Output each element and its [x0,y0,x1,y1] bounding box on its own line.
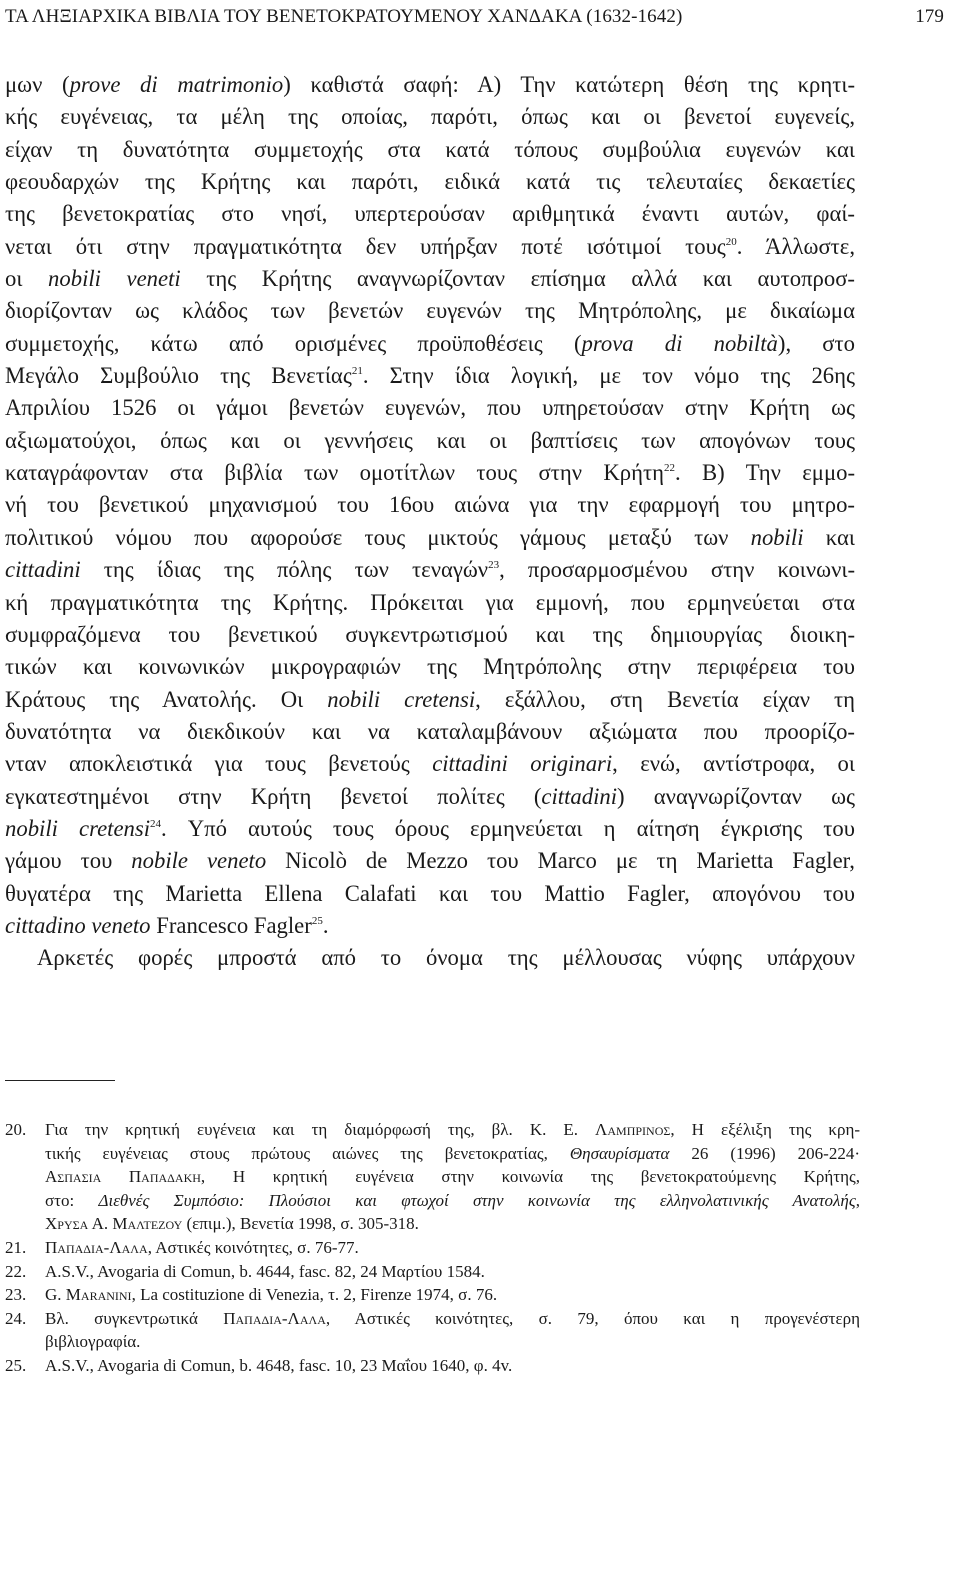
text-line: νταν αποκλειστικά για τους βενετούς cittadini originari, ενώ, αντίστροφα, οι [5,751,855,777]
text-line: κή πραγματικότητα της Κρήτης. Πρόκειται για εμμονή, που ερμηνεύεται στα [5,589,855,615]
running-header [5,6,944,36]
footnote-number: 24. [5,1308,27,1328]
text-line: Μεγάλο Συμβούλιο της Βενετίας$^{21}$. Στην ίδια λογική, με τον νόμο της 26ης [5,363,855,389]
main-text [5,69,855,975]
text-line: νή του βενετικού μηχανισμού του 16ου αιώνα για την εφαρμογή του μητρο- [5,492,855,518]
text-line: πολιτικού νόμου που αφορούσε τους μικτούς γάμους μεταξύ των nobili και [5,524,855,550]
footnote-20 [5,1118,860,1236]
text-line: είχαν τη δυνατότητα συμμετοχής στα κατά τόπους συμβούλια ευγενών και [5,136,855,162]
text-line: της βενετοκρατίας στο νησί, υπερτερούσαν αριθμητικά έναντι αυτών, φαί- [5,201,855,227]
footnote-text: G. Maranini, La costituzione di Venezia, τ. 2, Firenze 1974, σ. 76. [45,1285,498,1305]
footnote-text: Βλ. συγκεντρωτικά Παπαδια-Λαλα, Αστικές κοινότητες, σ. 79, όπου και η προγενέστερη βιβλιογραφία. [45,1308,860,1352]
footnote-21 [5,1236,860,1260]
text-line: Απριλίου 1526 οι γάμοι βενετών ευγενών, που υπηρετούσαν στην Κρήτη ως [5,395,855,421]
text-line: τικών και κοινωνικών μικρογραφιών της Μητρόπολης στην περιφέρεια του [5,654,855,680]
footnote-22 [5,1260,860,1284]
text-line: κής ευγένειας, τα μέλη της οποίας, παρότι, όπως και οι βενετοί ευγενείς, [5,104,855,130]
footnote-23 [5,1283,860,1307]
text-line: εγκατεστημένοι στην Κρήτη βενετοί πολίτες (cittadini) αναγνωρίζονταν ως [5,783,855,809]
footnote-ref[interactable]: 22 [663,462,675,475]
text-line: nobili cretensi$^{24}$. Υπό αυτούς τους όρους ερμηνεύεται η αίτηση έγκρισης του [5,815,856,841]
text-line: γάμου του nobile veneto Nicolò de Mezzo του Marco με τη Marietta Fagler, [5,848,855,874]
text-line: Κράτους της Ανατολής. Οι nobili cretensi, εξάλλου, στη Βενετία είχαν τη [5,686,856,712]
footnote-text: A.S.V., Avogaria di Comun, b. 4644, fasc. 82, 24 Μαρτίου 1584. [45,1261,485,1281]
footnote-ref[interactable]: 21 [351,365,363,378]
footnote-separator [5,1080,115,1081]
page-number: 179 [915,6,944,27]
footnote-number: 23. [5,1285,27,1305]
footnote-number: 21. [5,1237,27,1257]
text-line: νεται ότι στην πραγματικότητα δεν υπήρξαν ποτέ ισότιμοί τους$^{20}$. Άλλωστε, [5,233,855,259]
text-line: συμφραζόμενα του βενετικού συγκεντρωτισμού και της δημιουργίας διοικη- [5,621,855,647]
footnote-ref[interactable]: 20 [725,235,737,248]
footnote-ref[interactable]: 25 [311,914,323,927]
text-line: διορίζονταν ως κλάδος των βενετών ευγενών της Μητρόπολης, με δικαίωμα [5,298,855,324]
footnote-text: A.S.V., Avogaria di Comun, b. 4648, fasc. 10, 23 Μαΐου 1640, φ. 4v. [45,1355,513,1375]
text-line: cittadini της ίδιας της πόλης των τεναγών$^{23}$, προσαρμοσμένου στην κοινωνι- [5,557,855,583]
running-title: ΤΑ ΛΗΞΙΑΡΧΙΚΑ ΒΙΒΛΙΑ ΤΟΥ ΒΕΝΕΤΟΚΡΑΤΟΥΜΕΝΟΥ ΧΑΝΔΑΚΑ (1632-1642) [5,6,683,27]
text-line: οι nobili veneti της Κρήτης αναγνωρίζονταν επίσημα αλλά και αυτοπροσ- [5,266,855,292]
text-line: καταγράφονταν στα βιβλία των ομοτίτλων τους στην Κρήτη$^{22}$. Β) Την εμμο- [5,460,856,486]
text-line: φεουδαρχών της Κρήτης και παρότι, ειδικά κατά τις τελευταίες δεκαετίες [5,169,855,195]
text-line: θυγατέρα της Marietta Ellena Calafati και του Mattio Fagler, απογόνου του [5,880,855,906]
text-line: cittadino veneto Francesco Fagler$^{25}$. [5,912,329,938]
footnote-24 [5,1307,860,1354]
text-line: μων (prove di matrimonio) καθιστά σαφή: Α) Την κατώτερη θέση της κρητι- [5,72,855,97]
footnote-number: 25. [5,1355,27,1375]
footnote-text: Παπαδια-Λαλα, Αστικές κοινότητες, σ. 76-77. [45,1237,359,1257]
footnotes [5,1118,860,1378]
text-line: αξιωματούχοι, όπως και οι γεννήσεις και οι βαπτίσεις των απογόνων τους [5,427,855,453]
text-line: συμμετοχής, κάτω από ορισμένες προϋποθέσεις (prova di nobiltà), στο [5,330,855,356]
footnote-25 [5,1354,860,1378]
text-line: δυνατότητα να διεκδικούν και να καταλαμβάνουν αξιώματα που προορίζο- [5,718,855,744]
footnote-text: Για την κρητική ευγένεια και τη διαμόρφωσή της, βλ. Κ. Ε. Λαμπρινος, Η εξέλιξη της κρη- τικής ευγένειας στους πρώτους αιώνες της βενετοκρατίας, Θησαυρίσματα 26 (1996) 206-224· Ασπασια Παπαδακη, Η κρητική ευγένεια στην κοινωνία της βενετοκρατούμενης Κρήτης, στο: Διεθνές Συμπόσιο: Πλούσιοι και φτωχοί στην κοινωνία της ελληνολατινικής Ανατολής, Χρυσα Α. Μαλτεζου (επιμ.), Βενετία 1998, σ. 305-318. [45,1120,861,1234]
footnote-number: 22. [5,1261,27,1281]
footnote-ref[interactable]: 23 [488,559,500,572]
footnote-number: 20. [5,1120,27,1139]
text-line: Αρκετές φορές μπροστά από το όνομα της μέλλουσας νύφης υπάρχουν [37,945,855,971]
footnote-ref[interactable]: 24 [150,817,162,830]
